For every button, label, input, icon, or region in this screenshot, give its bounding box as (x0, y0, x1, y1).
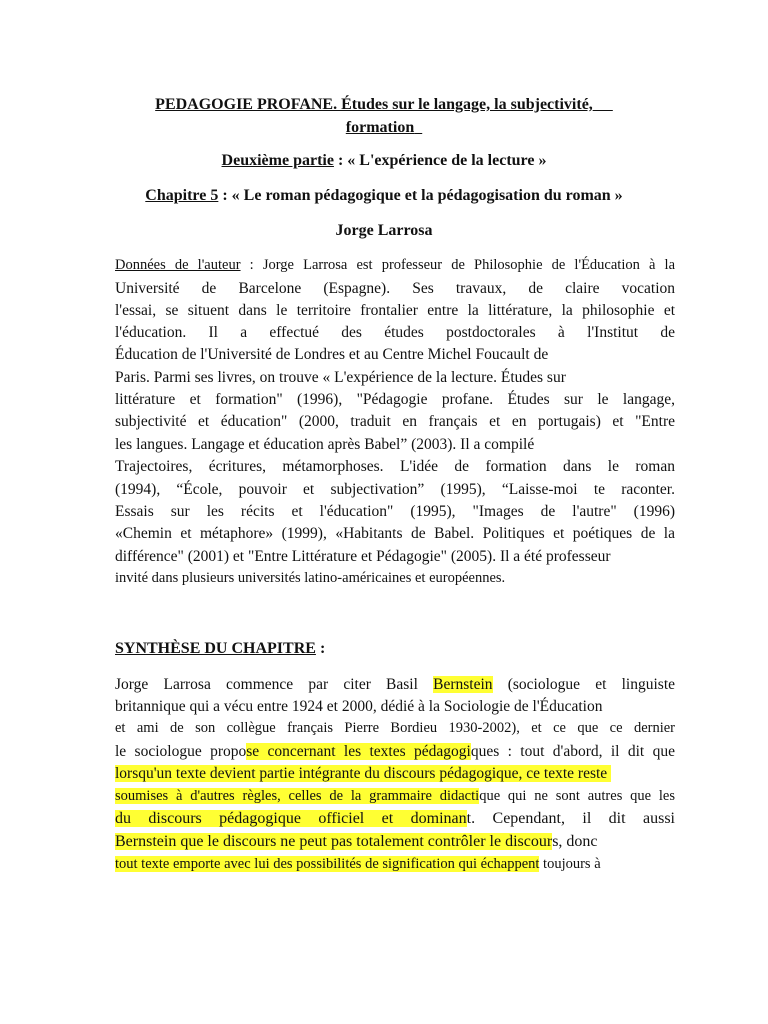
highlighted-text: Bernstein que le discours ne peut pas totalement contrôler le discour (115, 833, 553, 850)
author-info-line: Paris. Parmi ses livres, on trouve « L'expérience de la lecture. Études sur (115, 369, 566, 386)
chapter-text: : « Le roman pédagogique et la pédagogisation du roman » (218, 187, 623, 204)
author-info-line: subjectivité et éducation" (2000, traduit en français et en portugais) et "Entre (115, 413, 675, 430)
highlighted-text: lorsqu'un texte devient partie intégrante du discours pédagogique, ce texte reste (115, 765, 608, 782)
synthesis-heading: SYNTHÈSE DU CHAPITRE : (115, 640, 326, 657)
synthesis-line: tout texte emporte avec lui des possibilités de signification qui échappent toujours à (115, 856, 601, 872)
synthesis-line: Jorge Larrosa commence par citer Basil Bernstein (sociologue et linguiste (115, 676, 676, 693)
highlighted-text: du discours pédagogique officiel et dominan (115, 810, 467, 827)
synthesis-line: du discours pédagogique officiel et dominant. Cependant, il dit aussi (115, 810, 675, 827)
author-info-line: l'essai, se situent dans le territoire frontalier entre la littérature, la philosophie et (115, 302, 675, 319)
synthesis-line: le sociologue propose concernant les textes pédagogiques : tout d'abord, il dit que (115, 743, 675, 760)
chapter-label: Chapitre 5 (145, 187, 219, 204)
author-info-line: différence" (2001) et "Entre Littérature et Pédagogie" (2005). Il a été professeur (115, 548, 611, 565)
author-info-line: Éducation de l'Université de Londres et au Centre Michel Foucault de (115, 346, 549, 363)
highlighted-text: se concernant les textes pédagogi (246, 743, 471, 760)
author-info-line: invité dans plusieurs universités latino-américaines et européennes. (115, 570, 506, 586)
highlighted-text: tout texte emporte avec lui des possibilités de signification qui échappent (115, 856, 540, 872)
author-name: Jorge Larrosa (335, 222, 433, 239)
synthesis-line: britannique qui a vécu entre 1924 et 2000, dédié à la Sociologie de l'Éducation (115, 698, 603, 715)
part-label: Deuxième partie (221, 152, 334, 169)
part-heading (0, 152, 768, 170)
author-info-line: «Chemin et métaphore» (1999), «Habitants de Babel. Politiques et poétiques de la (115, 525, 675, 542)
part-text: : « L'expérience de la lecture » (333, 152, 547, 169)
author-info-label: Données de l'auteur (115, 257, 241, 273)
author-info-line: littérature et formation" (1996), "Pédagogie profane. Études sur le langage, (115, 391, 675, 408)
author-info-line: Trajectoires, écritures, métamorphoses. L'idée de formation dans le roman (115, 458, 675, 475)
title-line-2-row (0, 119, 768, 137)
synthesis-line (115, 765, 611, 783)
synthesis-line: soumises à d'autres règles, celles de la grammaire didactique qui ne sont autres que les (115, 788, 675, 804)
author-info-line: l'éducation. Il a effectué des études postdoctorales à l'Institut de (115, 324, 675, 341)
highlighted-text: soumises à d'autres règles, celles de la grammaire didacti (115, 788, 480, 804)
synthesis-line: et ami de son collègue français Pierre Bordieu 1930-2002), et ce que ce dernier (115, 720, 675, 736)
author-info-line: les langues. Langage et éducation après Babel” (2003). Il a compilé (115, 436, 535, 453)
author-info-line: Université de Barcelone (Espagne). Ses travaux, de claire vocation (115, 280, 675, 297)
chapter-heading (0, 187, 768, 205)
author-info-line: (1994), “École, pouvoir et subjectivation” (1995), “Laisse-moi te raconter. (115, 481, 675, 498)
highlighted-text: Bernstein (433, 676, 493, 693)
title-line-2: formation (345, 119, 415, 136)
author-info-line: Données de l'auteur : Jorge Larrosa est professeur de Philosophie de l'Éducation à la (115, 257, 675, 273)
document-title (0, 96, 768, 114)
title-line-1: PEDAGOGIE PROFANE. Études sur le langage, la subjectivité, (155, 96, 593, 113)
synthesis-line: Bernstein que le discours ne peut pas totalement contrôler le discours, donc (115, 833, 598, 850)
author-info-line: Essais sur les récits et l'éducation" (1995), "Images de l'autre" (1996) (115, 503, 675, 520)
